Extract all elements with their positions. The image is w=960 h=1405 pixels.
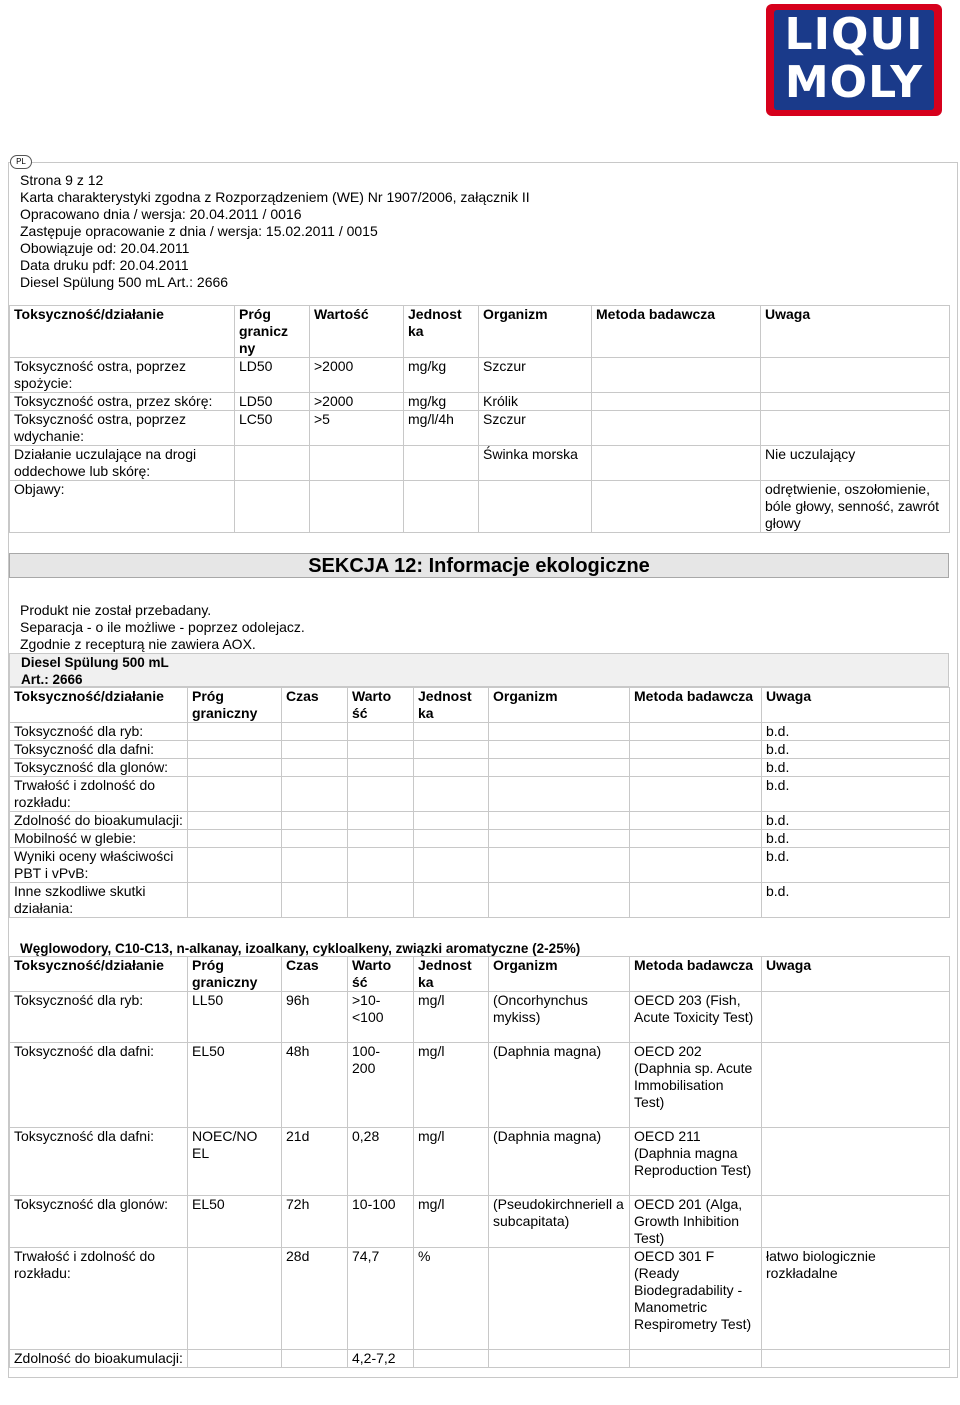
section-12-heading	[9, 553, 949, 578]
liqui-moly-logo	[766, 4, 942, 116]
product-name: Diesel Spülung 500 mL Art.: 2666	[20, 274, 229, 290]
table-cell: b.d.	[762, 759, 950, 777]
document-title: Karta charakterystyki zgodna z Rozporządzeniem (WE) Nr 1907/2006, załącznik II	[20, 189, 530, 205]
table-cell: LL50	[188, 992, 282, 1043]
table-cell: Świnka morska	[479, 446, 592, 481]
table-header: Warto ść	[348, 957, 414, 992]
table-cell: OECD 201 (Alga, Growth Inhibition Test)	[630, 1196, 762, 1248]
toxicity-table	[9, 305, 950, 533]
table-cell: Królik	[479, 393, 592, 411]
table-cell: 100- 200	[348, 1043, 414, 1128]
table-cell: >2000	[310, 393, 404, 411]
table-cell: OECD 202 (Daphnia sp. Acute Immobilisation Test)	[630, 1043, 762, 1128]
table-cell: Szczur	[479, 358, 592, 393]
table-cell: Toksyczność ostra, przez skórę:	[10, 393, 235, 411]
table-cell: odrętwienie, oszołomienie, bóle głowy, senność, zawrót głowy	[761, 481, 950, 533]
table-header: Toksyczność/działanie	[10, 957, 188, 992]
table-row	[10, 1350, 950, 1368]
table-header-row	[10, 306, 950, 358]
table-row	[10, 848, 950, 883]
table-row	[10, 830, 950, 848]
table-row	[10, 481, 950, 533]
table-row	[10, 759, 950, 777]
logo-line-1: LIQUI	[784, 9, 924, 60]
table-cell	[762, 1196, 950, 1248]
table-cell: >10- <100	[348, 992, 414, 1043]
table-cell: NOEC/NO EL	[188, 1128, 282, 1196]
table-row	[10, 411, 950, 446]
table-cell	[762, 1043, 950, 1128]
table-cell: Mobilność w glebie:	[10, 830, 188, 848]
table-header: Czas	[282, 957, 348, 992]
table-row	[10, 393, 950, 411]
table-cell	[592, 358, 761, 393]
valid-from: Obowiązuje od: 20.04.2011	[20, 240, 190, 256]
table-cell: Toksyczność ostra, poprzez spożycie:	[10, 358, 235, 393]
table-cell	[489, 1248, 630, 1350]
table-cell: Trwałość i zdolność do rozkładu:	[10, 1248, 188, 1350]
table-cell: Inne szkodliwe skutki działania:	[10, 883, 188, 918]
table-header: Organizm	[489, 957, 630, 992]
document-header	[20, 172, 530, 291]
table-cell	[404, 446, 479, 481]
table-header: Metoda badawcza	[630, 688, 762, 723]
table-cell: (Oncorhynchus mykiss)	[489, 992, 630, 1043]
table-cell: (Daphnia magna)	[489, 1128, 630, 1196]
eco-notes	[20, 602, 305, 653]
table-cell	[592, 481, 761, 533]
product-box	[9, 653, 949, 687]
table-cell	[414, 1350, 489, 1368]
table-header: Toksyczność/działanie	[10, 688, 188, 723]
table-cell: mg/l	[414, 1128, 489, 1196]
table-cell	[762, 1128, 950, 1196]
table-cell: mg/kg	[404, 393, 479, 411]
table-row	[10, 777, 950, 812]
table-cell	[235, 481, 310, 533]
table-cell: b.d.	[762, 741, 950, 759]
table-cell	[489, 1350, 630, 1368]
table-header: Uwaga	[761, 306, 950, 358]
table-header: Organizm	[489, 688, 630, 723]
table-cell: Toksyczność dla glonów:	[10, 759, 188, 777]
table-cell: EL50	[188, 1196, 282, 1248]
substance-eco-table	[9, 956, 950, 1368]
table-cell	[761, 411, 950, 446]
table-cell: >5	[310, 411, 404, 446]
table-cell: Wyniki oceny właściwości PBT i vPvB:	[10, 848, 188, 883]
table-cell: mg/l	[414, 992, 489, 1043]
replaces-version: Zastępuje opracowanie z dnia / wersja: 15.02.2011 / 0015	[20, 223, 378, 239]
logo-line-2: MOLY	[784, 57, 924, 108]
table-row	[10, 992, 950, 1043]
table-header: Metoda badawcza	[630, 957, 762, 992]
table-cell	[762, 992, 950, 1043]
page-number: Strona 9 z 12	[20, 172, 104, 188]
table-cell: łatwo biologicznie rozkładalne	[762, 1248, 950, 1350]
table-cell	[592, 393, 761, 411]
table-cell	[310, 481, 404, 533]
table-row	[10, 1248, 950, 1350]
table-cell: Toksyczność ostra, poprzez wdychanie:	[10, 411, 235, 446]
table-cell	[761, 358, 950, 393]
note-line: Separacja - o ile możliwe - poprzez odolejacz.	[20, 619, 305, 635]
table-row	[10, 358, 950, 393]
table-cell	[479, 481, 592, 533]
table-cell	[188, 1248, 282, 1350]
table-header-row	[10, 957, 950, 992]
table-cell: 28d	[282, 1248, 348, 1350]
table-row	[10, 446, 950, 481]
table-cell	[592, 411, 761, 446]
table-header: Wartość	[310, 306, 404, 358]
table-header: Próg graniczny	[188, 957, 282, 992]
table-cell: mg/l/4h	[404, 411, 479, 446]
table-cell	[630, 1350, 762, 1368]
table-cell: (Daphnia magna)	[489, 1043, 630, 1128]
note-line: Produkt nie został przebadany.	[20, 602, 212, 618]
table-header: Organizm	[479, 306, 592, 358]
table-cell: b.d.	[762, 812, 950, 830]
table-cell: b.d.	[762, 848, 950, 883]
table-row	[10, 741, 950, 759]
table-cell: >2000	[310, 358, 404, 393]
table-cell: %	[414, 1248, 489, 1350]
table-cell: b.d.	[762, 723, 950, 741]
table-cell	[310, 446, 404, 481]
table-cell: Zdolność do bioakumulacji:	[10, 1350, 188, 1368]
table-cell: 0,28	[348, 1128, 414, 1196]
table-cell: 96h	[282, 992, 348, 1043]
table-header: Toksyczność/działanie	[10, 306, 235, 358]
table-cell: Toksyczność dla glonów:	[10, 1196, 188, 1248]
table-cell: 48h	[282, 1043, 348, 1128]
table-cell: mg/l	[414, 1196, 489, 1248]
table-cell: (Pseudokirchneriell a subcapitata)	[489, 1196, 630, 1248]
table-cell: b.d.	[762, 883, 950, 918]
table-cell: mg/l	[414, 1043, 489, 1128]
table-row	[10, 723, 950, 741]
table-cell: LD50	[235, 393, 310, 411]
table-cell: OECD 301 F (Ready Biodegradability - Manometric Respirometry Test)	[630, 1248, 762, 1350]
table-header: Uwaga	[762, 688, 950, 723]
note-line: Zgodnie z recepturą nie zawiera AOX.	[20, 636, 256, 652]
table-cell: Objawy:	[10, 481, 235, 533]
table-cell	[592, 446, 761, 481]
table-header: Jednost ka	[404, 306, 479, 358]
table-header-row	[10, 688, 950, 723]
table-header: Warto ść	[348, 688, 414, 723]
table-header: Uwaga	[762, 957, 950, 992]
table-cell: Działanie uczulające na drogi oddechowe lub skórę:	[10, 446, 235, 481]
prepared-date: Opracowano dnia / wersja: 20.04.2011 / 0016	[20, 206, 302, 222]
table-cell: Toksyczność dla dafni:	[10, 1128, 188, 1196]
product-box-name: Diesel Spülung 500 mL	[21, 655, 169, 670]
table-header: Jednost ka	[414, 957, 489, 992]
table-cell: 10-100	[348, 1196, 414, 1248]
table-row	[10, 812, 950, 830]
table-cell: OECD 211 (Daphnia magna Reproduction Test)	[630, 1128, 762, 1196]
table-cell: Szczur	[479, 411, 592, 446]
table-row	[10, 1128, 950, 1196]
table-cell: EL50	[188, 1043, 282, 1128]
section-title: SEKCJA 12: Informacje ekologiczne	[308, 555, 650, 577]
table-cell: b.d.	[762, 830, 950, 848]
product-box-art: Art.: 2666	[21, 672, 83, 687]
table-row	[10, 883, 950, 918]
table-cell	[188, 1350, 282, 1368]
country-badge: PL	[10, 155, 32, 169]
table-cell: b.d.	[762, 777, 950, 812]
table-cell: LC50	[235, 411, 310, 446]
table-header: Próg graniczny	[188, 688, 282, 723]
table-cell: mg/kg	[404, 358, 479, 393]
table-cell	[282, 1350, 348, 1368]
table-row	[10, 1196, 950, 1248]
table-cell	[762, 1350, 950, 1368]
table-cell: 4,2-7,2	[348, 1350, 414, 1368]
table-cell: 72h	[282, 1196, 348, 1248]
print-date: Data druku pdf: 20.04.2011	[20, 257, 189, 273]
table-cell	[761, 393, 950, 411]
table-cell: Nie uczulający	[761, 446, 950, 481]
substance-title: Węglowodory, C10-C13, n-alkanay, izoalkany, cykloalkeny, związki aromatyczne (2-25%)	[20, 941, 581, 956]
table-cell	[235, 446, 310, 481]
table-cell: 74,7	[348, 1248, 414, 1350]
table-header: Jednost ka	[414, 688, 489, 723]
table-cell	[404, 481, 479, 533]
table-cell: Toksyczność dla dafni:	[10, 741, 188, 759]
table-cell: LD50	[235, 358, 310, 393]
table-cell: Toksyczność dla ryb:	[10, 992, 188, 1043]
table-header: Czas	[282, 688, 348, 723]
table-row	[10, 1043, 950, 1128]
table-cell: Toksyczność dla ryb:	[10, 723, 188, 741]
eco-table	[9, 687, 950, 918]
table-header: Próg granicz ny	[235, 306, 310, 358]
table-cell: Zdolność do bioakumulacji:	[10, 812, 188, 830]
table-cell: Trwałość i zdolność do rozkładu:	[10, 777, 188, 812]
table-cell: 21d	[282, 1128, 348, 1196]
table-cell: OECD 203 (Fish, Acute Toxicity Test)	[630, 992, 762, 1043]
table-header: Metoda badawcza	[592, 306, 761, 358]
table-cell: Toksyczność dla dafni:	[10, 1043, 188, 1128]
